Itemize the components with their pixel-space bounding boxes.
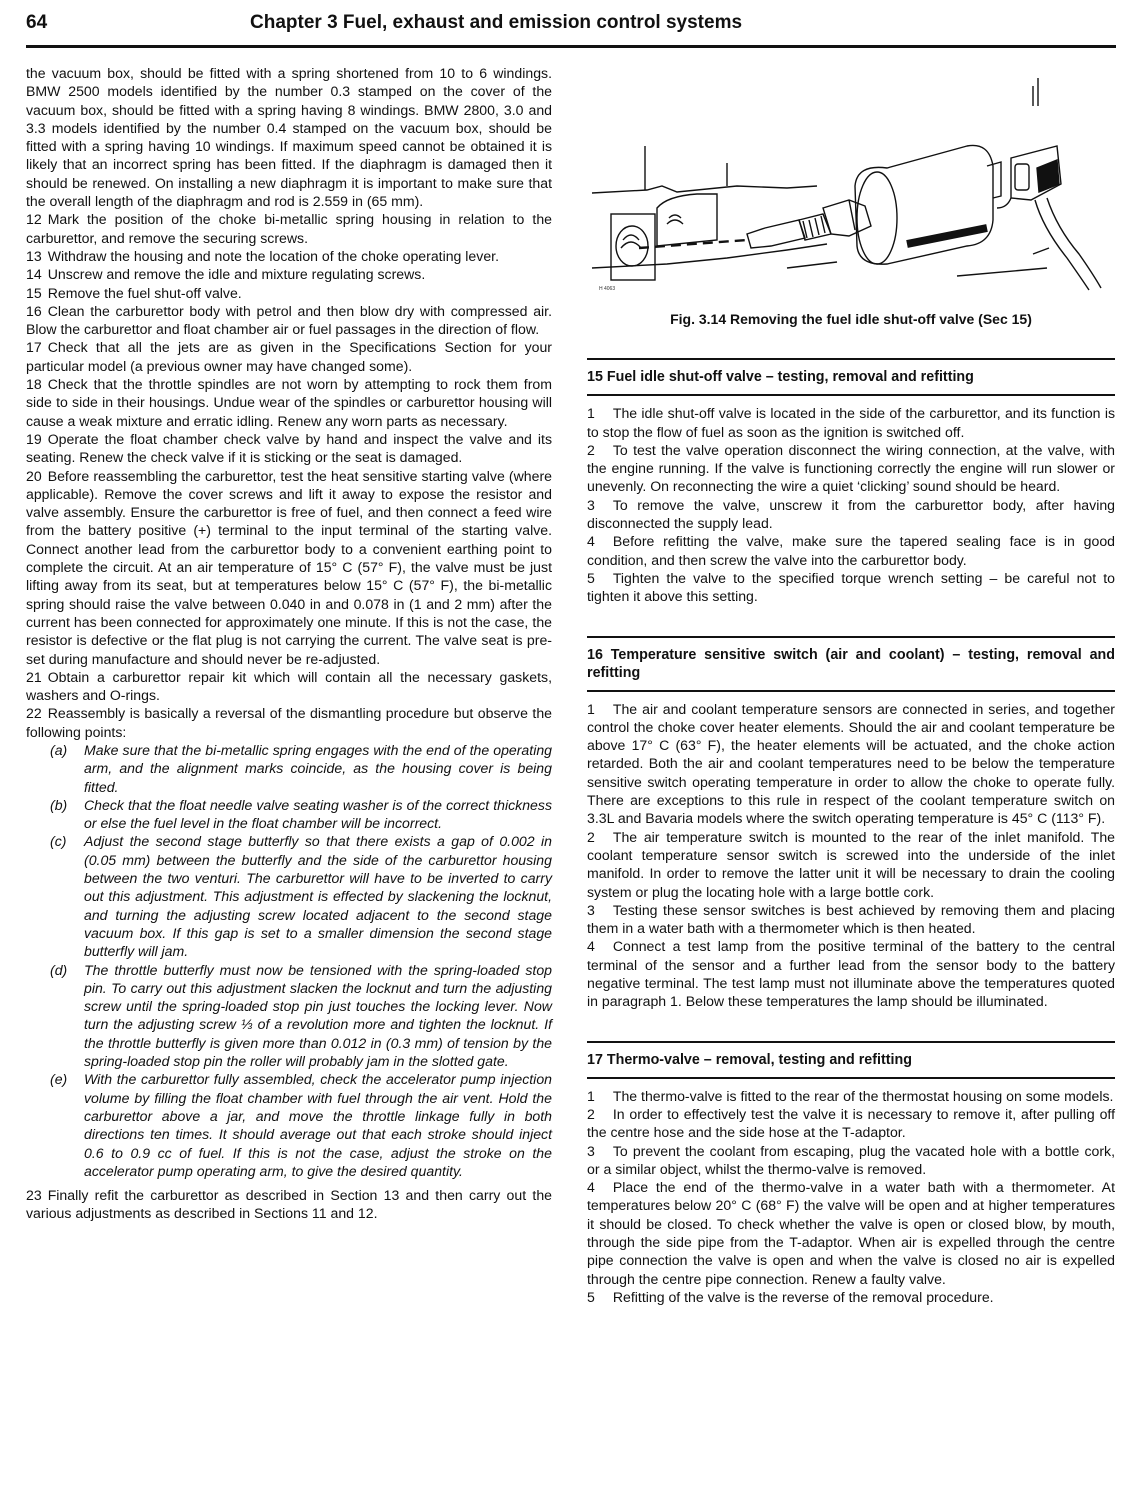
page-number: 64 [26,12,48,33]
header-rule [26,45,1116,48]
paragraph-number: 4 [587,533,595,550]
section-body [587,700,1115,1011]
paragraph-number: 1 [587,700,595,717]
list-item: (d) The throttle butterfly must now be tensioned with the spring-loaded stop pin. To carry out this adjustment slacken the locknut and turn the adjusting screw until the spring-loaded stop pin just touches the locking lever. Now turn the adjusting screw ⅓ of a revolution more and tighten the locknut. If the throttle butterfly is given more than 0.012 in (0.3 mm) of tension by the spring-loaded stop pin the roller will probably jam in the slotted gate. [50,961,552,1070]
paragraph: 16 Clean the carburettor body with petrol and then blow dry with compressed air. Blow the carburettor and float chamber air or fuel passages in the direction of flow. [26,302,552,338]
paragraph: 2 The air temperature switch is mounted to the rear of the inlet manifold. The coolant temperature sensor switch is screwed into the underside of the inlet manifold. In order to remove the latter unit it will be necessary to drain the cooling system or plug the locating hole with a large bottle cork. [587,828,1115,900]
list-item-label: (c) [50,833,67,850]
paragraph-number: 3 [587,496,595,513]
paragraph: 3 Testing these sensor switches is best achieved by removing them and placing them in a water bath with a thermometer which is then heated. [587,901,1115,937]
paragraph: 2 To test the valve operation disconnect the wiring connection, at the valve, with the engine running. If the valve is functioning correctly the engine will run slower or unevenly. On reconnecting the wire a quiet ‘clicking’ sound should be heard. [587,441,1115,495]
paragraph-number: 12 [26,211,42,228]
list-item-label: (e) [50,1071,68,1088]
section-rule [587,394,1115,396]
paragraph-number: 2 [587,441,595,458]
section-17 [587,1041,1115,1307]
paragraph-number: 20 [26,467,42,484]
page-header [26,10,1116,50]
paragraph-number: 2 [587,828,595,845]
list-item: (e) With the carburettor fully assembled, check the accelerator pump injection volume by filling the float chamber with fuel through the air vent. Hold the carburettor above a jar, and move the throttle linkage fully in both directions ten times. It should average out that each stroke should inject 0.6 to 0.9 cc of fuel. If this is not the case, adjust the stroke on the accelerator pump operating arm, to give the desired quantity. [50,1071,552,1179]
fuel-shutoff-valve-illustration-icon [587,68,1115,308]
paragraph-number: 23 [26,1187,42,1204]
paragraph-number: 19 [26,430,42,447]
paragraph-number: 22 [26,705,42,722]
figure-caption: Fig. 3.14 Removing the fuel idle shut-off valve (Sec 15) [670,311,1032,327]
paragraph: 23 Finally refit the carburettor as described in Section 13 and then carry out the various adjustments as described in Sections 11 and 12. [26,1187,552,1222]
paragraph: 19 Operate the float chamber check valve by hand and inspect the valve and its seating. Renew the check valve if it is sticking or the seat is damaged. [26,430,552,466]
paragraph: 22 Reassembly is basically a reversal of the dismantling procedure but observe the following points: [26,705,552,740]
reassembly-points-list [26,741,552,1180]
paragraph: 20 Before reassembling the carburettor, test the heat sensitive starting valve (where applicable). Remove the cover screws and lift it away to expose the resistor and valve assembly. Ensure the carburettor is free of fuel, and then connect a feed wire from the battery positive (+) terminal to the input terminal of the starting valve. Connect another lead from the carburettor body to a convenient earthing point to complete the circuit. At an air temperature of 15° C (57° F), the valve must be just lifting away from its seat, but at temperatures below 15° C (57° F), the bi-metallic spring should raise the valve between 0.040 in and 0.078 in (1 and 2 mm) after the current has been connected for approximately one minute. If this is not the case, the resistor is defective or the flat plug is not carrying the current. The valve seat is pre-set during manufacture and should never be re-adjusted. [26,467,552,667]
list-item: (c) Adjust the second stage butterfly so that there exists a gap of 0.002 in (0.05 mm) between the butterfly and the side of the carburettor housing between the two venturi. The carburettor will have to be inverted to carry out this adjustment. This adjustment is effected by slackening the locknut, and turning the adjusting screw located adjacent to the second stage vacuum box. If this gap is set to a smaller dimension the second stage butterfly will jam. [50,833,552,960]
section-body [587,1087,1115,1307]
paragraph: 3 To prevent the coolant from escaping, plug the vacated hole with a bottle cork, or a similar object, whilst the thermo-valve is removed. [587,1142,1115,1177]
paragraph-number: 13 [26,247,42,264]
paragraph: 5 Tighten the valve to the specified torque wrench setting – be careful not to tighten it above this setting. [587,569,1115,605]
paragraph-continued: the vacuum box, should be fitted with a spring shortened from 10 to 6 windings. BMW 2500 models identified by the number 0.3 stamped on the cover of the vacuum box, should be fitted with a spring having 8 windings. BMW 2800, 3.0 and 3.3 models identified by the number 0.4 stamped on the vacuum box, should be fitted with a spring having 10 windings. If maximum speed cannot be obtained it is likely that an incorrect spring has been fitted. If the diaphragm is damaged then it should be renewed. On installing a new diaphragm it is important to make sure that the overall length of the diaphragm and rod is 2.559 in (65 mm). [26,65,552,210]
paragraph-number: 1 [587,405,595,422]
paragraph-number: 4 [587,938,595,955]
section-heading: 15 Fuel idle shut-off valve – testing, removal and refitting [587,369,974,386]
paragraph-number: 15 [26,284,42,301]
list-item: (a) Make sure that the bi-metallic spring engages with the end of the operating arm, and the alignment marks coincide, as the housing cover is being fitted. [50,741,552,795]
paragraph: 4 Before refitting the valve, make sure the tapered sealing face is in good condition, and then screw the valve into the carburettor body. [587,533,1115,568]
section-rule [587,1077,1115,1079]
section-16 [587,636,1115,1011]
paragraph: 3 To remove the valve, unscrew it from the carburettor body, after having disconnected the supply lead. [587,496,1115,532]
paragraph: 4 Connect a test lamp from the positive terminal of the battery to the central terminal of the sensor and a further lead from the sensor body to the battery negative terminal. The test lamp must not illuminate above the temperatures quoted in paragraph 1. Below these temperatures the lamp should be illuminated. [587,938,1115,1010]
section-15 [587,358,1115,605]
paragraph-number: 17 [26,339,42,356]
paragraph: 15 Remove the fuel shut-off valve. [26,284,242,301]
paragraph-number: 5 [587,569,595,586]
right-column [587,68,1115,1306]
paragraph-number: 4 [587,1179,595,1196]
paragraph: 1 The idle shut-off valve is located in the side of the carburettor, and its function is to stop the flow of fuel as soon as the ignition is switched off. [587,405,1115,440]
paragraph-number: 1 [587,1087,595,1104]
paragraph: 17 Check that all the jets are as given in the Specifications Section for your particular model (a previous owner may have changed some). [26,339,552,374]
paragraph: 18 Check that the throttle spindles are not worn by attempting to rock them from side to side in their housings. Undue wear of the spindles or carburettor housing will cause a weak mixture and erratic idling. Renew any worn parts as necessary. [26,376,552,429]
chapter-title: Chapter 3 Fuel, exhaust and emission control systems [250,12,743,33]
paragraph-number: 3 [587,901,595,918]
list-item-label: (d) [50,961,68,978]
paragraph-number: 2 [587,1105,595,1122]
section-heading: 17 Thermo-valve – removal, testing and refitting [587,1051,912,1068]
paragraph: 13 Withdraw the housing and note the location of the choke operating lever. [26,247,499,264]
artist-mark: H 4063 [599,286,616,292]
paragraph: 21 Obtain a carburettor repair kit which will contain all the necessary gaskets, washers and O-rings. [26,668,552,704]
figure-fuel-idle-shutoff-valve [587,68,1115,308]
paragraph-number: 3 [587,1142,595,1159]
paragraph: 12 Mark the position of the choke bi-metallic spring housing in relation to the carburettor, and remove the securing screws. [26,211,552,246]
paragraph: 4 Place the end of the thermo-valve in a water bath with a thermometer. At temperatures below 20° C (68° F) the valve will be open and at higher temperatures it should be closed. To check whether the valve is open or closed blow, by mouth, through the side pipe from the T-adaptor. When air is expelled through the centre pipe connection the valve is open and when the valve is closed no air is expelled through the centre pipe connection. Renew a faulty valve. [587,1179,1115,1287]
left-column [26,64,552,1223]
paragraph-number: 18 [26,376,42,393]
section-rule [587,690,1115,692]
paragraph-number: 21 [26,668,42,685]
section-heading: 16 Temperature sensitive switch (air and coolant) – testing, removal and refitting [587,646,1115,681]
paragraph-number: 5 [587,1288,595,1305]
paragraph: 14 Unscrew and remove the idle and mixture regulating screws. [26,266,426,283]
list-item-label: (a) [50,741,68,758]
paragraph: 1 The thermo-valve is fitted to the rear of the thermostat housing on some models. [587,1087,1114,1104]
paragraph: 2 In order to effectively test the valve it is necessary to remove it, after pulling off the centre hose and the side hose at the T-adaptor. [587,1105,1115,1141]
list-item: (b) Check that the float needle valve seating washer is of the correct thickness or else the fuel level in the float chamber will be incorrect. [50,796,552,832]
section-body [587,404,1115,605]
list-item-label: (b) [50,796,68,813]
paragraph-number: 16 [26,302,42,319]
paragraph-number: 14 [26,266,42,283]
paragraph: 5 Refitting of the valve is the reverse of the removal procedure. [587,1288,994,1305]
paragraph: 1 The air and coolant temperature sensors are connected in series, and together control the choke cover heater elements. Should the air and coolant temperature be above 17° C (63° F), the heater elements will be actuated, and the choke action retarded. Both the air and coolant temperatures need to be below the temperature sensitive switch operating temperature in order to allow the choke to operate fully. There are exceptions to this rule in respect of the coolant temperature switch on 3.3L and Bavaria models where the switch operating temperature is 45° C (113° F). [587,700,1115,827]
